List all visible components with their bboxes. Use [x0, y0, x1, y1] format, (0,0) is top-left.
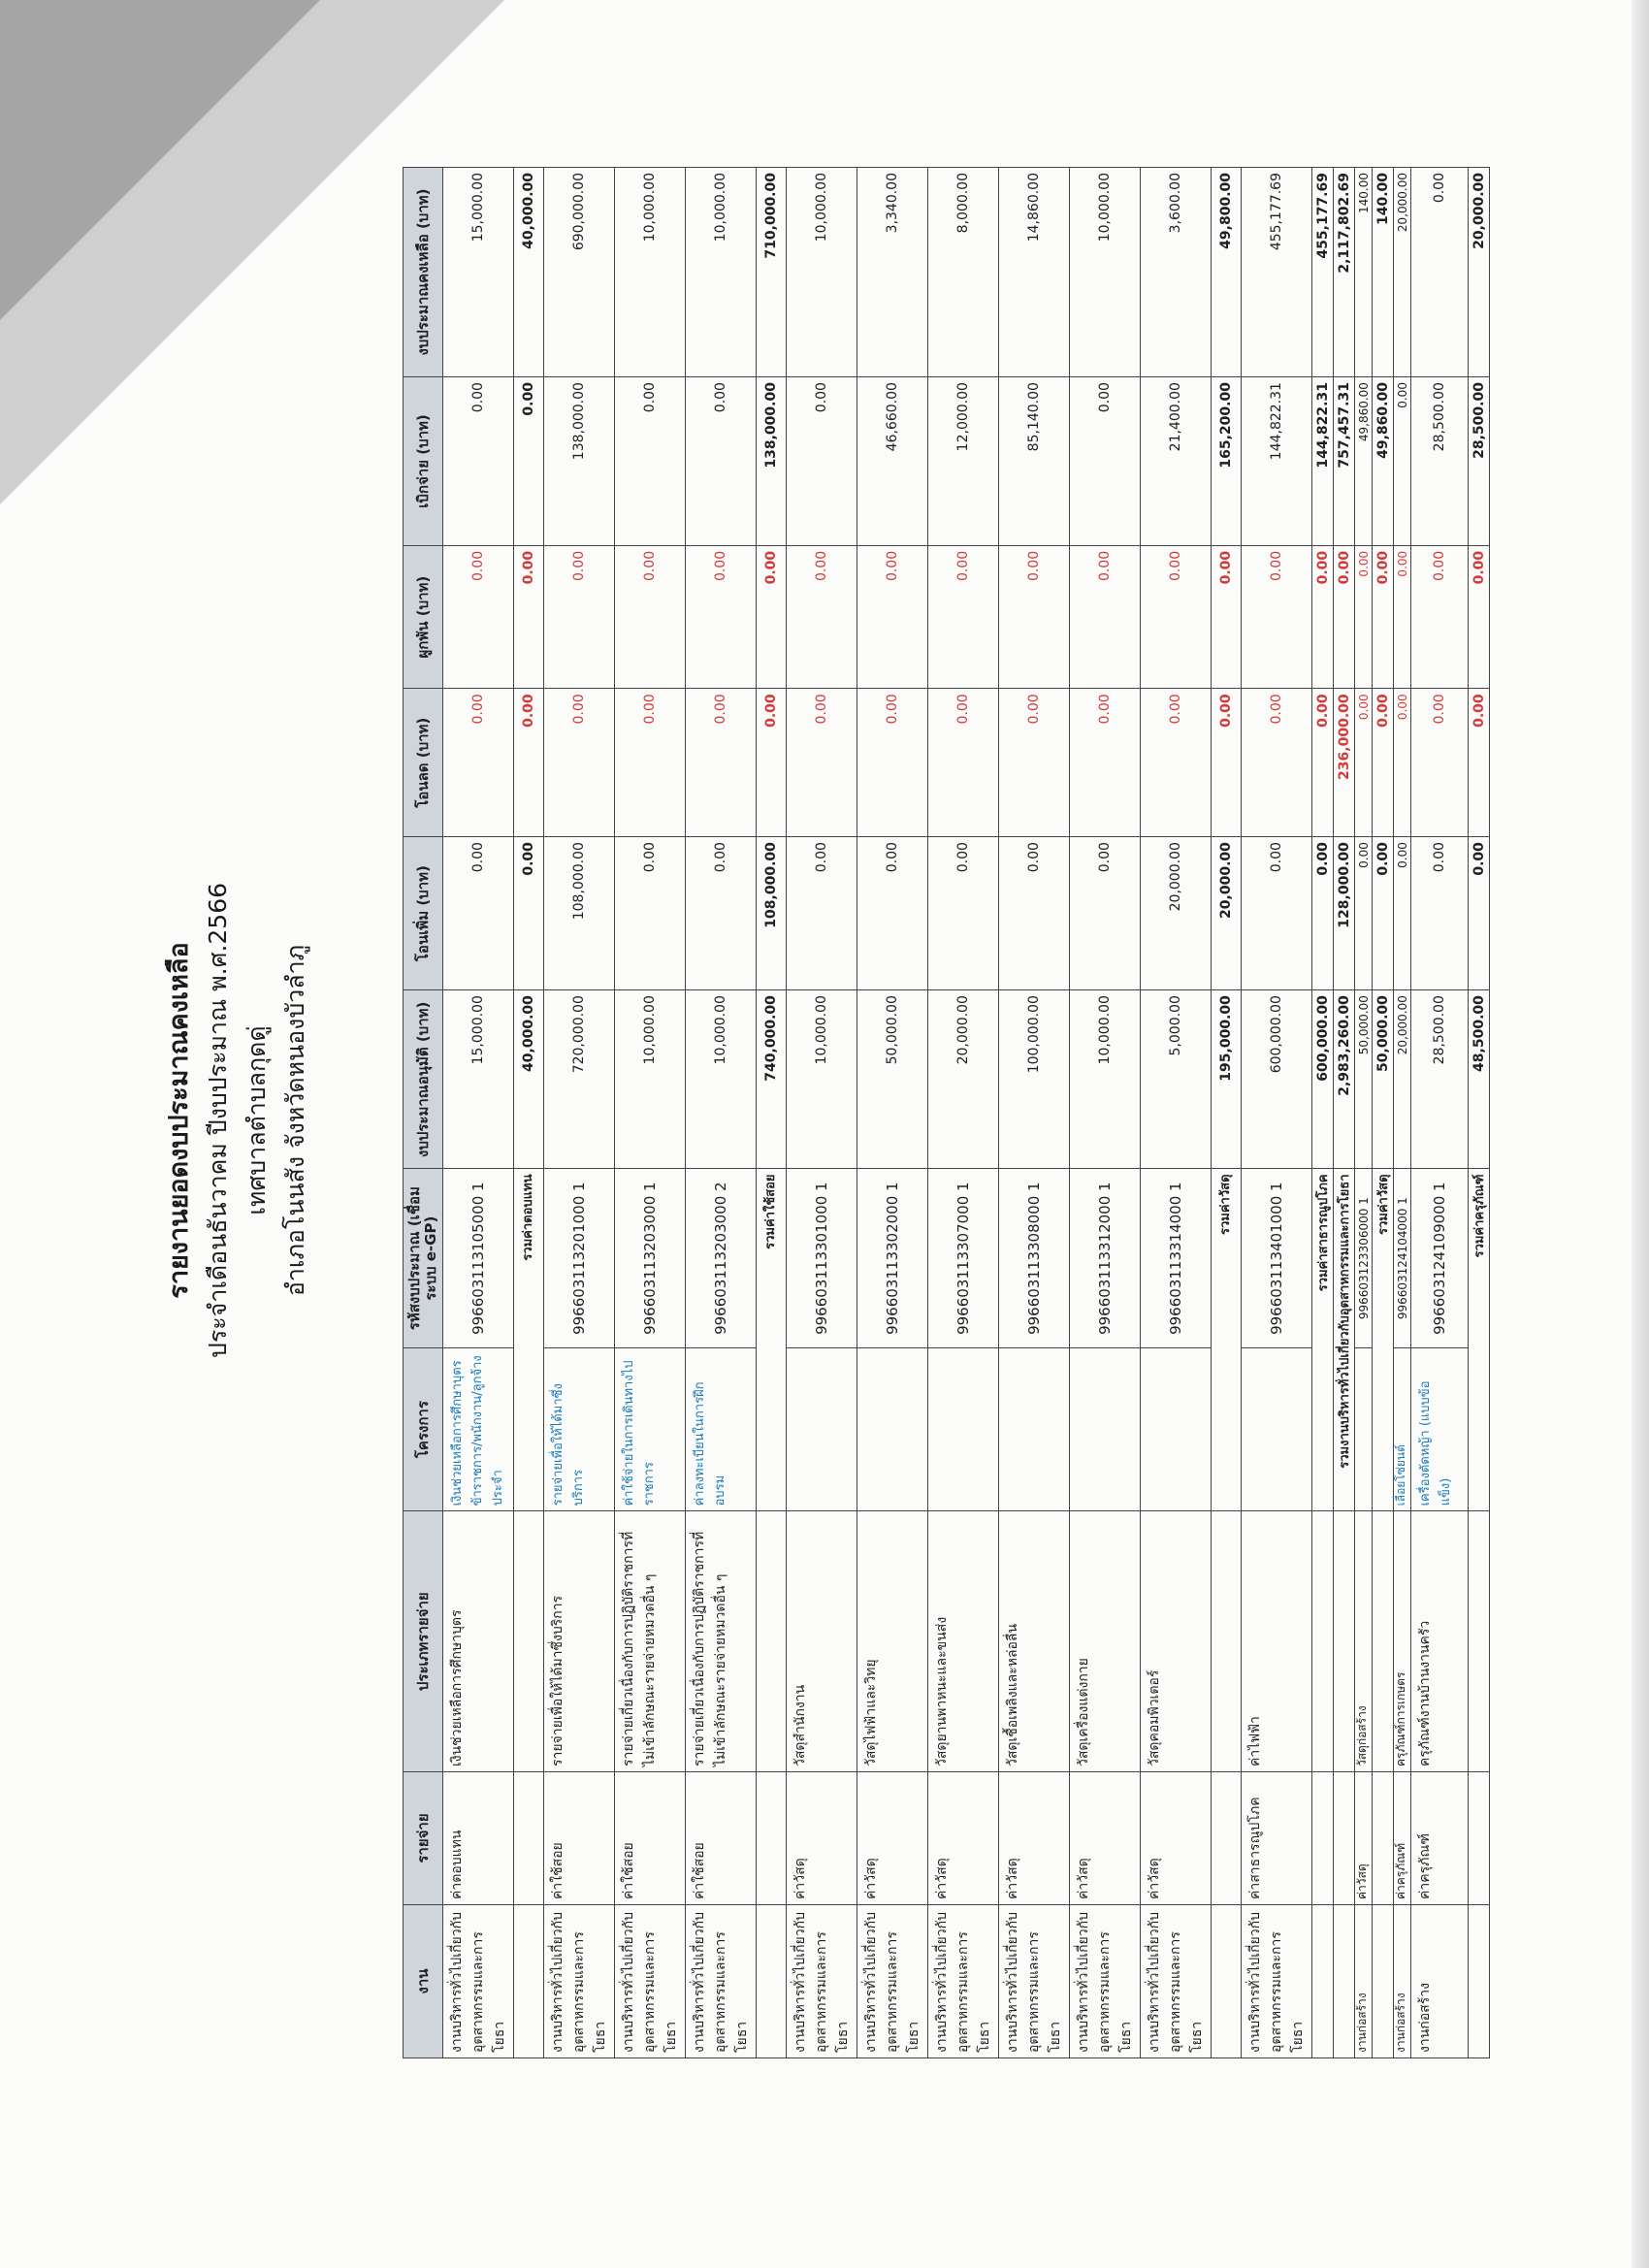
- disbursed-cell: 144,822.31: [1312, 377, 1334, 546]
- code-cell: 996603113401000 1: [1242, 1169, 1312, 1347]
- category-cell: วัสดุไฟฟ้าและวิทยุ: [857, 1511, 928, 1772]
- remaining-cell: 20,000.00: [1469, 168, 1490, 377]
- disbursed-cell: 165,200.00: [1212, 377, 1242, 546]
- category-cell: วัสดุคอมพิวเตอร์: [1141, 1511, 1212, 1772]
- committed-cell: 0.00: [1469, 545, 1490, 688]
- expense-type-cell: ค่าวัสดุ: [1355, 1772, 1373, 1905]
- disbursed-cell: 138,000.00: [757, 377, 787, 546]
- empty-cell: [1373, 1511, 1394, 1772]
- empty-cell: [757, 1904, 787, 2057]
- transfer-out-cell: 0.00: [1070, 689, 1141, 837]
- expense-type-cell: ค่าครุภัณฑ์: [1394, 1772, 1411, 1905]
- committed-cell: 0.00: [1373, 545, 1394, 688]
- code-cell: 996603124109000 1: [1411, 1169, 1469, 1347]
- work-cell: งานก่อสร้าง: [1411, 1904, 1469, 2057]
- empty-cell: [514, 1904, 544, 2057]
- subtotal-label: รวมค่าตอบแทน: [514, 1169, 544, 1511]
- approved-cell: 100,000.00: [999, 990, 1070, 1169]
- subtotal-row: [514, 168, 544, 2058]
- remaining-cell: 3,340.00: [857, 168, 928, 377]
- transfer-out-cell: 0.00: [1355, 689, 1373, 837]
- transfer-in-cell: 128,000.00: [1334, 837, 1355, 990]
- col-project: โครงการ: [404, 1347, 443, 1511]
- remaining-cell: 690,000.00: [544, 168, 615, 377]
- code-cell: 996603113203000 2: [686, 1169, 757, 1347]
- code-cell: 996603113308000 1: [999, 1169, 1070, 1347]
- remaining-cell: 10,000.00: [615, 168, 686, 377]
- empty-cell: [514, 1511, 544, 1772]
- transfer-in-cell: 0.00: [686, 837, 757, 990]
- approved-cell: 10,000.00: [615, 990, 686, 1169]
- remaining-cell: 10,000.00: [686, 168, 757, 377]
- transfer-out-cell: 0.00: [1212, 689, 1242, 837]
- committed-cell: 0.00: [1411, 545, 1469, 688]
- transfer-in-cell: 108,000.00: [757, 837, 787, 990]
- approved-cell: 10,000.00: [686, 990, 757, 1169]
- report-location: อำเภอโนนสัง จังหวัดหนองบัวลำภู: [281, 944, 309, 1297]
- transfer-out-cell: 0.00: [857, 689, 928, 837]
- transfer-in-cell: 0.00: [999, 837, 1070, 990]
- transfer-out-cell: 0.00: [1394, 689, 1411, 837]
- transfer-out-cell: 0.00: [686, 689, 757, 837]
- approved-cell: 720,000.00: [544, 990, 615, 1169]
- empty-cell: [1334, 1904, 1355, 2057]
- expense-type-cell: ค่าวัสดุ: [1070, 1772, 1141, 1905]
- budget-table: [403, 167, 1490, 2058]
- committed-cell: 0.00: [443, 545, 514, 688]
- committed-cell: 0.00: [1141, 545, 1212, 688]
- transfer-in-cell: 0.00: [1242, 837, 1312, 990]
- project-cell: [928, 1347, 999, 1511]
- transfer-out-cell: 0.00: [615, 689, 686, 837]
- report-org: เทศบาลตำบลกุดดู่: [242, 1025, 271, 1215]
- transfer-out-cell: 0.00: [1141, 689, 1212, 837]
- empty-cell: [1312, 1772, 1334, 1905]
- work-cell: งานบริหารทั่วไปเกี่ยวกับอุตสาหกรรมและการโยธา: [1070, 1904, 1141, 2057]
- remaining-cell: 2,117,802.69: [1334, 168, 1355, 377]
- transfer-out-cell: 0.00: [1242, 689, 1312, 837]
- empty-cell: [1212, 1904, 1242, 2057]
- table-row: [544, 168, 615, 2058]
- category-cell: วัสดุสำนักงาน: [787, 1511, 857, 1772]
- empty-cell: [1334, 1772, 1355, 1905]
- approved-cell: 600,000.00: [1242, 990, 1312, 1169]
- project-cell: [999, 1347, 1070, 1511]
- col-transfer-out: โอนลด (บาท): [404, 689, 443, 837]
- committed-cell: 0.00: [787, 545, 857, 688]
- disbursed-cell: 0.00: [1394, 377, 1411, 546]
- transfer-in-cell: 20,000.00: [1141, 837, 1212, 990]
- remaining-cell: 455,177.69: [1242, 168, 1312, 377]
- category-cell: เงินช่วยเหลือการศึกษาบุตร: [443, 1511, 514, 1772]
- transfer-out-cell: 0.00: [514, 689, 544, 837]
- project-cell: [1242, 1347, 1312, 1511]
- remaining-cell: 20,000.00: [1394, 168, 1411, 377]
- project-cell: เครื่องตัดหญ้า (แบบข้อแข็ง): [1411, 1347, 1469, 1511]
- table-row: [787, 168, 857, 2058]
- code-cell: 996603113203000 1: [615, 1169, 686, 1347]
- work-cell: งานก่อสร้าง: [1394, 1904, 1411, 2057]
- code-cell: 996603113201000 1: [544, 1169, 615, 1347]
- category-cell: รายจ่ายเกี่ยวเนื่องกับการปฏิบัติราชการที่ไม่เข้าลักษณะรายจ่ายหมวดอื่น ๆ: [615, 1511, 686, 1772]
- disbursed-cell: 0.00: [787, 377, 857, 546]
- transfer-out-cell: 0.00: [544, 689, 615, 837]
- transfer-in-cell: 0.00: [615, 837, 686, 990]
- empty-cell: [757, 1511, 787, 1772]
- table-row: [928, 168, 999, 2058]
- committed-cell: 0.00: [928, 545, 999, 688]
- table-row: [686, 168, 757, 2058]
- committed-cell: 0.00: [857, 545, 928, 688]
- expense-type-cell: ค่าตอบแทน: [443, 1772, 514, 1905]
- table-row: [857, 168, 928, 2058]
- transfer-in-cell: 0.00: [1411, 837, 1469, 990]
- table-row: [1355, 168, 1373, 2058]
- transfer-out-cell: 0.00: [787, 689, 857, 837]
- approved-cell: 40,000.00: [514, 990, 544, 1169]
- transfer-out-cell: 0.00: [1469, 689, 1490, 837]
- transfer-out-cell: 0.00: [928, 689, 999, 837]
- disbursed-cell: 0.00: [615, 377, 686, 546]
- empty-cell: [1334, 1511, 1355, 1772]
- table-row: [999, 168, 1070, 2058]
- expense-type-cell: ค่าวัสดุ: [787, 1772, 857, 1905]
- project-cell: ค่าใช้จ่ายในการเดินทางไปราชการ: [615, 1347, 686, 1511]
- empty-cell: [1212, 1511, 1242, 1772]
- transfer-out-cell: 0.00: [757, 689, 787, 837]
- committed-cell: 0.00: [1394, 545, 1411, 688]
- transfer-in-cell: 0.00: [1070, 837, 1141, 990]
- col-disbursed: เบิกจ่าย (บาท): [404, 377, 443, 546]
- subtotal-row: [1373, 168, 1394, 2058]
- approved-cell: 600,000.00: [1312, 990, 1334, 1169]
- table-row: [1411, 168, 1469, 2058]
- disbursed-cell: 0.00: [1070, 377, 1141, 546]
- project-cell: [1070, 1347, 1141, 1511]
- empty-cell: [1312, 1904, 1334, 2057]
- code-cell: 996603113105000 1: [443, 1169, 514, 1347]
- transfer-out-cell: 0.00: [443, 689, 514, 837]
- subtotal-row: [1469, 168, 1490, 2058]
- approved-cell: 50,000.00: [1355, 990, 1373, 1169]
- transfer-in-cell: 108,000.00: [544, 837, 615, 990]
- approved-cell: 20,000.00: [928, 990, 999, 1169]
- disbursed-cell: 28,500.00: [1411, 377, 1469, 546]
- subtotal-label: รวมงานบริหารทั่วไปเกี่ยวกับอุตสาหกรรมและการโยธา: [1334, 1169, 1355, 1511]
- category-cell: รายจ่ายเกี่ยวเนื่องกับการปฏิบัติราชการที่ไม่เข้าลักษณะรายจ่ายหมวดอื่น ๆ: [686, 1511, 757, 1772]
- report-title: รายงานยอดงบประมาณคงเหลือ: [164, 942, 194, 1299]
- approved-cell: 20,000.00: [1394, 990, 1411, 1169]
- transfer-out-cell: 0.00: [1312, 689, 1334, 837]
- project-cell: ค่าลงทะเบียนในการฝึกอบรม: [686, 1347, 757, 1511]
- expense-type-cell: ค่าครุภัณฑ์: [1411, 1772, 1469, 1905]
- empty-cell: [1373, 1772, 1394, 1905]
- approved-cell: 50,000.00: [857, 990, 928, 1169]
- approved-cell: 28,500.00: [1411, 990, 1469, 1169]
- remaining-cell: 8,000.00: [928, 168, 999, 377]
- remaining-cell: 140.00: [1355, 168, 1373, 377]
- category-cell: วัสดุเครื่องแต่งกาย: [1070, 1511, 1141, 1772]
- col-work: งาน: [404, 1904, 443, 2057]
- work-cell: งานบริหารทั่วไปเกี่ยวกับอุตสาหกรรมและการโยธา: [544, 1904, 615, 2057]
- work-cell: งานบริหารทั่วไปเกี่ยวกับอุตสาหกรรมและการโยธา: [615, 1904, 686, 2057]
- disbursed-cell: 46,660.00: [857, 377, 928, 546]
- empty-cell: [757, 1772, 787, 1905]
- transfer-out-cell: 0.00: [1411, 689, 1469, 837]
- project-cell: [787, 1347, 857, 1511]
- code-cell: 996603124104000 1: [1394, 1169, 1411, 1347]
- remaining-cell: 455,177.69: [1312, 168, 1334, 377]
- report-header: [160, 126, 315, 2115]
- subtotal-label: รวมค่าสาธารณูปโภค: [1312, 1169, 1334, 1511]
- approved-cell: 10,000.00: [1070, 990, 1141, 1169]
- remaining-cell: 15,000.00: [443, 168, 514, 377]
- expense-type-cell: ค่าใช้สอย: [615, 1772, 686, 1905]
- work-cell: งานบริหารทั่วไปเกี่ยวกับอุตสาหกรรมและการโยธา: [857, 1904, 928, 2057]
- col-code: รหัสงบประมาณ (เชื่อมระบบ e-GP): [404, 1169, 443, 1347]
- category-cell: ครุภัณฑ์งานบ้านงานครัว: [1411, 1511, 1469, 1772]
- table-row: [1394, 168, 1411, 2058]
- work-cell: งานบริหารทั่วไปเกี่ยวกับอุตสาหกรรมและการโยธา: [686, 1904, 757, 2057]
- approved-cell: 2,983,260.00: [1334, 990, 1355, 1169]
- code-cell: 996603113301000 1: [787, 1169, 857, 1347]
- project-cell: เลื่อยโซ่ยนต์: [1394, 1347, 1411, 1511]
- approved-cell: 5,000.00: [1141, 990, 1212, 1169]
- committed-cell: 0.00: [1070, 545, 1141, 688]
- table-row: [1070, 168, 1141, 2058]
- transfer-in-cell: 0.00: [1312, 837, 1334, 990]
- approved-cell: 50,000.00: [1373, 990, 1394, 1169]
- transfer-in-cell: 0.00: [787, 837, 857, 990]
- disbursed-cell: 0.00: [686, 377, 757, 546]
- project-cell: [857, 1347, 928, 1511]
- subtotal-label: รวมค่าวัสดุ: [1373, 1169, 1394, 1511]
- committed-cell: 0.00: [1355, 545, 1373, 688]
- disbursed-cell: 49,860.00: [1373, 377, 1394, 546]
- disbursed-cell: 757,457.31: [1334, 377, 1355, 546]
- remaining-cell: 49,800.00: [1212, 168, 1242, 377]
- remaining-cell: 10,000.00: [1070, 168, 1141, 377]
- transfer-in-cell: 0.00: [1394, 837, 1411, 990]
- disbursed-cell: 0.00: [514, 377, 544, 546]
- col-expense-category: ประเภทรายจ่าย: [404, 1511, 443, 1772]
- empty-cell: [1469, 1904, 1490, 2057]
- committed-cell: 0.00: [544, 545, 615, 688]
- report-page: [160, 126, 1487, 2115]
- work-cell: งานบริหารทั่วไปเกี่ยวกับอุตสาหกรรมและการโยธา: [999, 1904, 1070, 2057]
- expense-type-cell: ค่าวัสดุ: [1141, 1772, 1212, 1905]
- committed-cell: 0.00: [686, 545, 757, 688]
- remaining-cell: 3,600.00: [1141, 168, 1212, 377]
- col-remaining: งบประมาณคงเหลือ (บาท): [404, 168, 443, 377]
- committed-cell: 0.00: [1334, 545, 1355, 688]
- expense-type-cell: ค่าสาธารณูปโภค: [1242, 1772, 1312, 1905]
- subtotal-row: [1334, 168, 1355, 2058]
- table-row: [1242, 168, 1312, 2058]
- empty-cell: [1469, 1511, 1490, 1772]
- disbursed-cell: 138,000.00: [544, 377, 615, 546]
- page-edge-shadow: [1632, 0, 1649, 2268]
- report-period: ประจำเดือนธันวาคม ปีงบประมาณ พ.ศ.2566: [204, 882, 232, 1359]
- project-cell: รายจ่ายเพื่อให้ได้มาซึ่งบริการ: [544, 1347, 615, 1511]
- code-cell: 996603113314000 1: [1141, 1169, 1212, 1347]
- expense-type-cell: ค่าวัสดุ: [928, 1772, 999, 1905]
- category-cell: วัสดุเชื้อเพลิงและหล่อลื่น: [999, 1511, 1070, 1772]
- table-row: [615, 168, 686, 2058]
- work-cell: งานก่อสร้าง: [1355, 1904, 1373, 2057]
- col-committed: ผูกพัน (บาท): [404, 545, 443, 688]
- expense-type-cell: ค่าใช้สอย: [544, 1772, 615, 1905]
- category-cell: รายจ่ายเพื่อให้ได้มาซึ่งบริการ: [544, 1511, 615, 1772]
- remaining-cell: 140.00: [1373, 168, 1394, 377]
- subtotal-row: [757, 168, 787, 2058]
- work-cell: งานบริหารทั่วไปเกี่ยวกับอุตสาหกรรมและการโยธา: [443, 1904, 514, 2057]
- code-cell: 996603113302000 1: [857, 1169, 928, 1347]
- category-cell: ครุภัณฑ์การเกษตร: [1394, 1511, 1411, 1772]
- transfer-in-cell: 0.00: [857, 837, 928, 990]
- remaining-cell: 14,860.00: [999, 168, 1070, 377]
- disbursed-cell: 28,500.00: [1469, 377, 1490, 546]
- col-transfer-in: โอนเพิ่ม (บาท): [404, 837, 443, 990]
- committed-cell: 0.00: [999, 545, 1070, 688]
- category-cell: วัสดุยานพาหนะและขนส่ง: [928, 1511, 999, 1772]
- table-row: [1141, 168, 1212, 2058]
- empty-cell: [514, 1772, 544, 1905]
- project-cell: [1355, 1347, 1373, 1511]
- table-row: [443, 168, 514, 2058]
- empty-cell: [1312, 1511, 1334, 1772]
- committed-cell: 0.00: [514, 545, 544, 688]
- disbursed-cell: 144,822.31: [1242, 377, 1312, 546]
- remaining-cell: 0.00: [1411, 168, 1469, 377]
- committed-cell: 0.00: [757, 545, 787, 688]
- col-approved: งบประมาณอนุมัติ (บาท): [404, 990, 443, 1169]
- transfer-in-cell: 0.00: [443, 837, 514, 990]
- subtotal-row: [1312, 168, 1334, 2058]
- approved-cell: 48,500.00: [1469, 990, 1490, 1169]
- transfer-out-cell: 236,000.00: [1334, 689, 1355, 837]
- committed-cell: 0.00: [1242, 545, 1312, 688]
- col-expense-type: รายจ่าย: [404, 1772, 443, 1905]
- subtotal-label: รวมค่าใช้สอย: [757, 1169, 787, 1511]
- approved-cell: 740,000.00: [757, 990, 787, 1169]
- code-cell: 996603113307000 1: [928, 1169, 999, 1347]
- transfer-out-cell: 0.00: [999, 689, 1070, 837]
- empty-cell: [1469, 1772, 1490, 1905]
- transfer-in-cell: 0.00: [1469, 837, 1490, 990]
- expense-type-cell: ค่าใช้สอย: [686, 1772, 757, 1905]
- category-cell: วัสดุก่อสร้าง: [1355, 1511, 1373, 1772]
- remaining-cell: 10,000.00: [787, 168, 857, 377]
- subtotal-row: [1212, 168, 1242, 2058]
- remaining-cell: 710,000.00: [757, 168, 787, 377]
- approved-cell: 15,000.00: [443, 990, 514, 1169]
- code-cell: 996603113312000 1: [1070, 1169, 1141, 1347]
- disbursed-cell: 85,140.00: [999, 377, 1070, 546]
- work-cell: งานบริหารทั่วไปเกี่ยวกับอุตสาหกรรมและการโยธา: [787, 1904, 857, 2057]
- remaining-cell: 40,000.00: [514, 168, 544, 377]
- project-cell: เงินช่วยเหลือการศึกษาบุตรข้าราชการ/พนักงาน/ลูกจ้างประจำ: [443, 1347, 514, 1511]
- table-header-row: [404, 168, 443, 2058]
- empty-cell: [1373, 1904, 1394, 2057]
- disbursed-cell: 12,000.00: [928, 377, 999, 546]
- transfer-in-cell: 0.00: [1373, 837, 1394, 990]
- subtotal-label: รวมค่าวัสดุ: [1212, 1169, 1242, 1511]
- table-body: [443, 168, 1490, 2058]
- transfer-in-cell: 0.00: [928, 837, 999, 990]
- transfer-in-cell: 20,000.00: [1212, 837, 1242, 990]
- work-cell: งานบริหารทั่วไปเกี่ยวกับอุตสาหกรรมและการโยธา: [1242, 1904, 1312, 2057]
- transfer-in-cell: 0.00: [1355, 837, 1373, 990]
- subtotal-label: รวมค่าครุภัณฑ์: [1469, 1169, 1490, 1511]
- code-cell: 996603123306000 1: [1355, 1169, 1373, 1347]
- work-cell: งานบริหารทั่วไปเกี่ยวกับอุตสาหกรรมและการโยธา: [1141, 1904, 1212, 2057]
- disbursed-cell: 21,400.00: [1141, 377, 1212, 546]
- approved-cell: 10,000.00: [787, 990, 857, 1169]
- committed-cell: 0.00: [1212, 545, 1242, 688]
- category-cell: ค่าไฟฟ้า: [1242, 1511, 1312, 1772]
- transfer-out-cell: 0.00: [1373, 689, 1394, 837]
- empty-cell: [1212, 1772, 1242, 1905]
- project-cell: [1141, 1347, 1212, 1511]
- transfer-in-cell: 0.00: [514, 837, 544, 990]
- committed-cell: 0.00: [1312, 545, 1334, 688]
- disbursed-cell: 0.00: [443, 377, 514, 546]
- disbursed-cell: 49,860.00: [1355, 377, 1373, 546]
- expense-type-cell: ค่าวัสดุ: [857, 1772, 928, 1905]
- expense-type-cell: ค่าวัสดุ: [999, 1772, 1070, 1905]
- committed-cell: 0.00: [615, 545, 686, 688]
- work-cell: งานบริหารทั่วไปเกี่ยวกับอุตสาหกรรมและการโยธา: [928, 1904, 999, 2057]
- approved-cell: 195,000.00: [1212, 990, 1242, 1169]
